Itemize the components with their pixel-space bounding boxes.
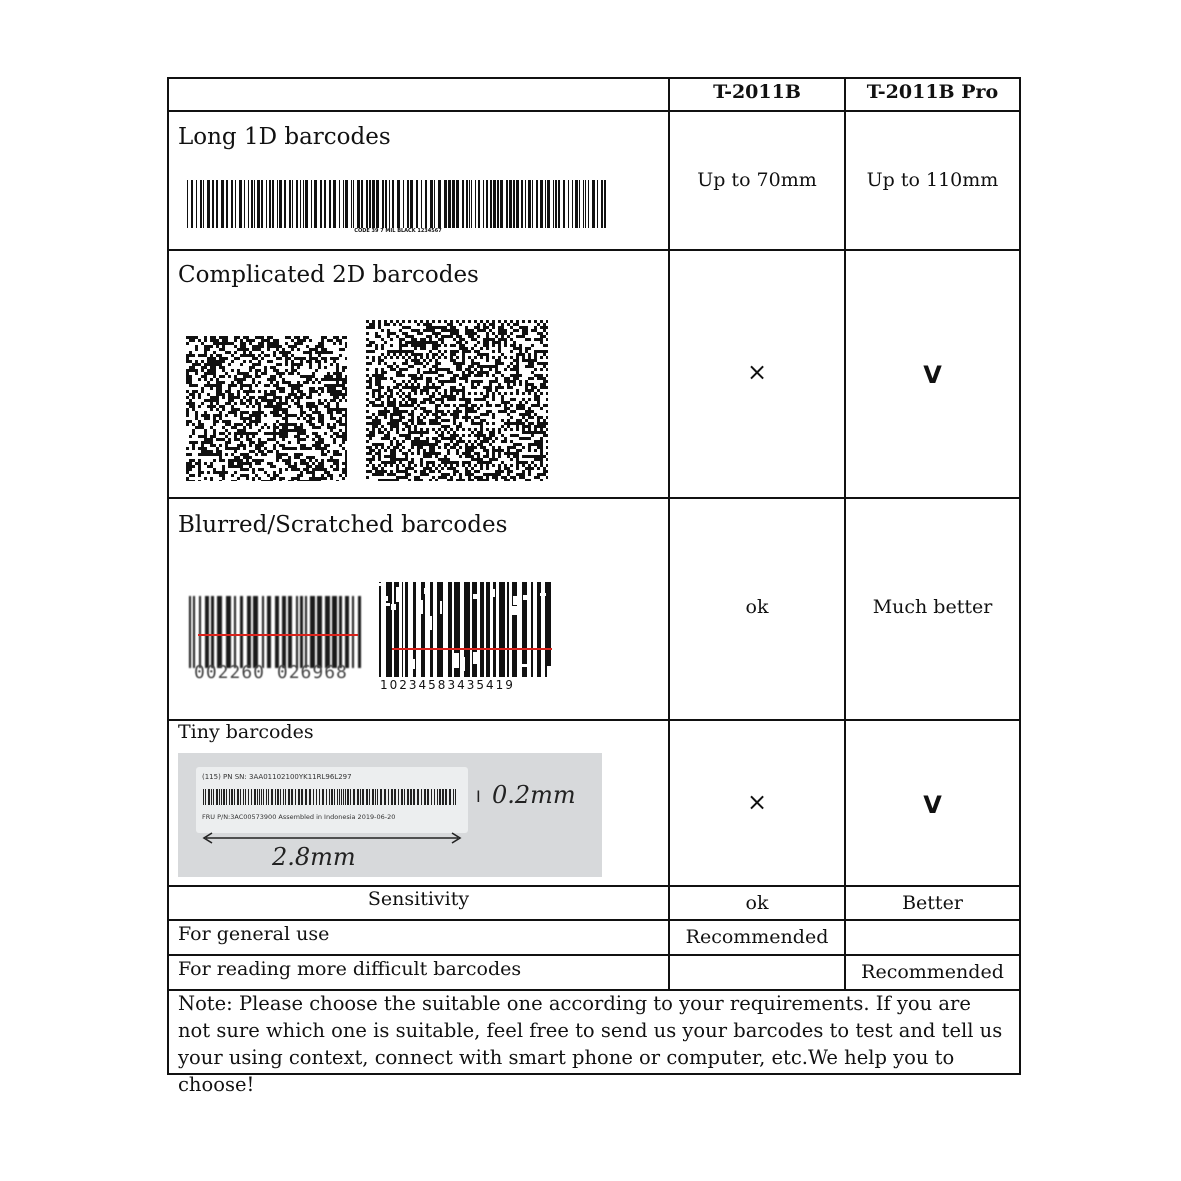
tiny-barcode-bars [202, 789, 458, 805]
table-row-divider [167, 110, 1021, 112]
row-blurred-label: Blurred/Scratched barcodes [178, 512, 508, 538]
row-tiny-t2011b-cross: × [746, 788, 768, 816]
row-sensitivity-label: Sensitivity [367, 888, 470, 910]
row-tiny-t2011b-pro-check: V [923, 791, 942, 819]
tiny-barcode-label-line2: FRU P/N:3AC00573900 Assembled in Indonesia 2019-06-20 [202, 813, 396, 821]
blurred-barcode-image [188, 596, 362, 686]
row-general-use-t2011b: Recommended [685, 926, 829, 948]
row-blurred-t2011b-pro: Much better [872, 596, 993, 618]
scratched-barcode-bars [378, 582, 554, 677]
row-tiny-label: Tiny barcodes [178, 721, 314, 743]
table-border-left [167, 77, 169, 1075]
row-sensitivity-t2011b-pro: Better [902, 892, 963, 914]
header-t2011b: T-2011B [713, 81, 801, 103]
row-2d-t2011b-cross: × [746, 358, 768, 386]
scratched-barcode-scan-line [392, 648, 552, 650]
row-long-1d-label: Long 1D barcodes [178, 124, 391, 150]
selection-note: Note: Please choose the suitable one according to your requirements. If you are not sure which one is suitable, feel free to send us your barcodes to test and tell us your using context, connect with smart phone or computer, etc.We help you to choose! [178, 992, 1003, 1096]
tiny-barcode-height-annotation: 0.2mm [492, 781, 576, 809]
long-1d-barcode-image [186, 180, 610, 236]
scratched-barcode-digits: 10234583435419 [380, 678, 515, 692]
table-row-divider [167, 249, 1021, 251]
row-long-1d-t2011b-pro: Up to 110mm [866, 169, 999, 191]
2d-barcode-matrix-2 [366, 320, 548, 481]
header-t2011b-pro: T-2011B Pro [866, 81, 999, 103]
tiny-barcode-width-annotation: 2.8mm [272, 843, 356, 871]
row-2d-t2011b-pro-check: V [923, 361, 942, 389]
row-difficult-label: For reading more difficult barcodes [178, 958, 522, 980]
2d-barcode-matrix-1 [186, 336, 347, 481]
table-border-right [1019, 77, 1021, 1075]
table-row-divider [167, 885, 1021, 887]
row-difficult-t2011b-pro: Recommended [861, 961, 1004, 983]
row-blurred-t2011b: ok [745, 596, 769, 618]
row-sensitivity-t2011b: ok [745, 892, 769, 914]
blurred-barcode-bars [188, 596, 362, 668]
scratched-barcode-image [378, 582, 554, 694]
tiny-barcode-photo [178, 753, 602, 877]
long-1d-barcode-caption: CODE 39 7 MIL BLACK 1234567 [354, 228, 442, 234]
blurred-barcode-scan-line [198, 634, 358, 636]
blurred-barcode-digits: 002260 026968 [194, 662, 348, 683]
row-2d-label: Complicated 2D barcodes [178, 262, 479, 288]
table-col-divider [844, 77, 846, 991]
2d-barcode-image-1 [186, 336, 347, 481]
long-1d-barcode-bars [186, 180, 610, 228]
tiny-barcode-label-line1: (115) PN SN: 3AA01102100YK11RL96L297 [202, 773, 352, 781]
row-general-use-label: For general use [178, 923, 330, 945]
table-col-divider [668, 77, 670, 991]
2d-barcode-image-2 [366, 320, 548, 481]
table-border-top [167, 77, 1021, 79]
table-row-divider [167, 919, 1021, 921]
row-long-1d-t2011b: Up to 70mm [697, 169, 817, 191]
tiny-barcode-height-marker: Ⅰ [476, 787, 481, 806]
table-row-divider [167, 497, 1021, 499]
table-row-divider [167, 954, 1021, 956]
